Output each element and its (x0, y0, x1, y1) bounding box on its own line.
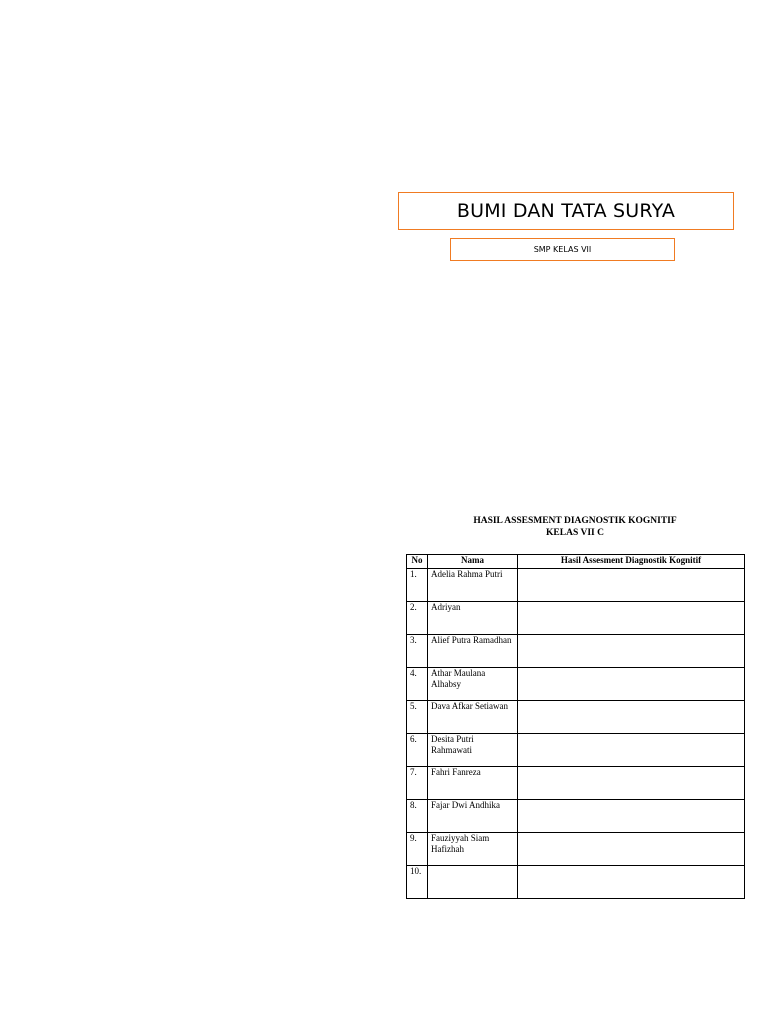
assessment-result-cell (518, 833, 745, 866)
table-row (407, 569, 745, 602)
table-row (407, 734, 745, 767)
row-number-cell: 10. (407, 866, 428, 899)
assessment-result-cell (518, 668, 745, 701)
row-number-cell: 2. (407, 602, 428, 635)
assessment-result-cell (518, 701, 745, 734)
row-number-cell: 5. (407, 701, 428, 734)
student-name-cell: Athar Maulana Alhabsy (428, 668, 518, 701)
row-number-cell: 6. (407, 734, 428, 767)
assessment-result-cell (518, 734, 745, 767)
report-heading (406, 515, 744, 539)
cover-subtitle-box (450, 238, 675, 261)
assessment-result-cell (518, 866, 745, 899)
row-number-cell: 9. (407, 833, 428, 866)
report-heading-line-2: KELAS VII C (546, 528, 604, 538)
row-number-cell: 1. (407, 569, 428, 602)
report-heading-line-1: HASIL ASSESMENT DIAGNOSTIK KOGNITIF (473, 516, 677, 526)
table-row (407, 800, 745, 833)
cover-title: BUMI DAN TATA SURYA (456, 200, 676, 222)
row-number-cell: 3. (407, 635, 428, 668)
table-row (407, 866, 745, 899)
student-name-cell: Fajar Dwi Andhika (428, 800, 518, 833)
table-row (407, 668, 745, 701)
student-name-cell: Alief Putra Ramadhan (428, 635, 518, 668)
student-name-cell: Desita Putri Rahmawati (428, 734, 518, 767)
table-row (407, 833, 745, 866)
column-header-no: No (407, 555, 428, 569)
student-name-cell: Dava Afkar Setiawan (428, 701, 518, 734)
assessment-result-cell (518, 602, 745, 635)
column-header-result: Hasil Assesment Diagnostik Kognitif (518, 555, 745, 569)
assessment-result-cell (518, 635, 745, 668)
table-row (407, 767, 745, 800)
row-number-cell: 4. (407, 668, 428, 701)
student-name-cell: Adelia Rahma Putri (428, 569, 518, 602)
table-row (407, 701, 745, 734)
student-name-cell: Adriyan (428, 602, 518, 635)
row-number-cell: 8. (407, 800, 428, 833)
table-row (407, 635, 745, 668)
column-header-name: Nama (428, 555, 518, 569)
cover-subtitle: SMP KELAS VII (533, 245, 592, 254)
row-number-cell: 7. (407, 767, 428, 800)
table-row (407, 602, 745, 635)
table-header-row (407, 555, 745, 569)
cover-title-box (398, 192, 734, 230)
assessment-result-cell (518, 569, 745, 602)
assessment-result-cell (518, 800, 745, 833)
table-body (407, 569, 745, 899)
assessment-table (406, 554, 745, 899)
student-name-cell: Fahri Fanreza (428, 767, 518, 800)
student-name-cell (428, 866, 518, 899)
student-name-cell: Fauziyyah Siam Hafizhah (428, 833, 518, 866)
assessment-result-cell (518, 767, 745, 800)
